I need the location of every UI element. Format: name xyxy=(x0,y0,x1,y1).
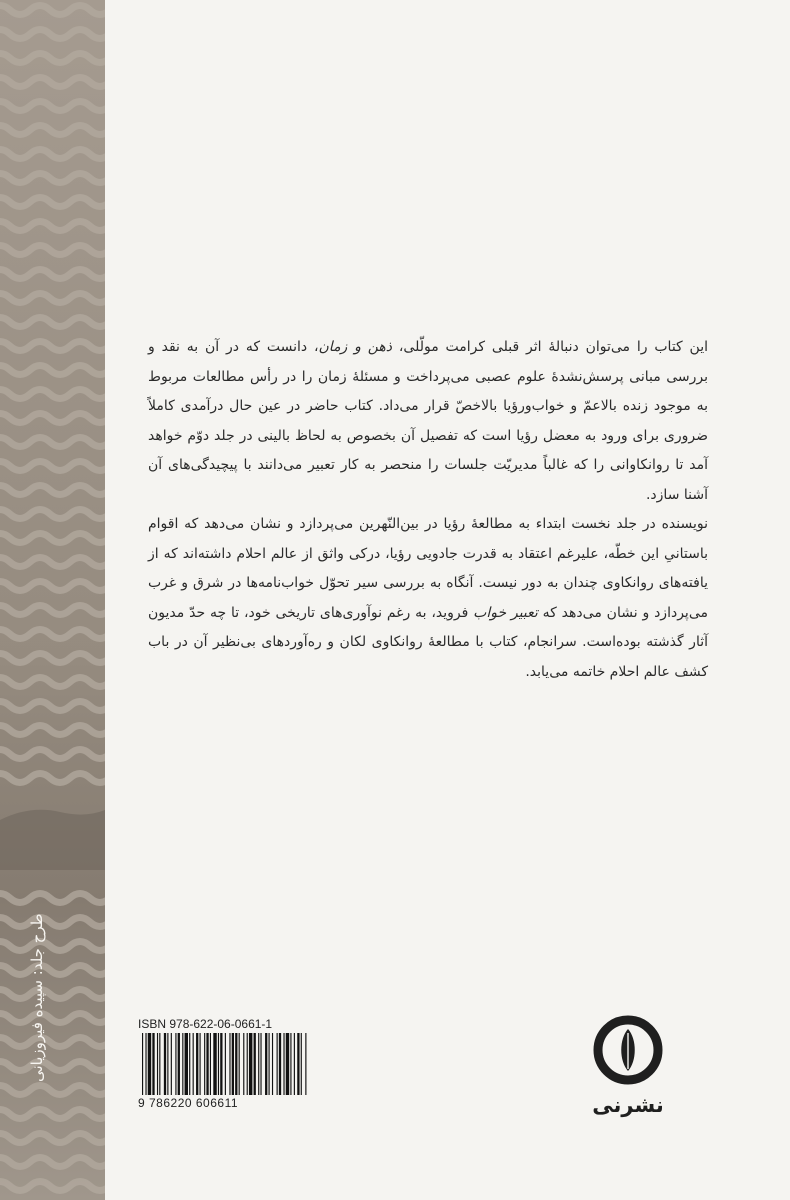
blurb-book-title: تعبیر خواب xyxy=(473,604,538,621)
blurb-book-title: ذهن و زمان xyxy=(318,339,393,355)
publisher-logo xyxy=(588,1015,668,1115)
blurb-text: ، دانست که در آن به نقد و بررسی مبانی پرسش‌نشدهٔ علوم عصبی می‌پرداخت و مسئلهٔ زمان را در رأس مطالعات مربوط به موجود زنده بالاعمّ و خواب‌ورؤیا بالاخصّ قرار می‌داد. کتاب حاضر در عین حال درآمدی کاملاً ضروری برای ورود به معضل رؤیا است که تفصیل آن بخصوص به لحاظ بالینی در جلد دوّم خواهد آمد تا روانکاوانی را که غالباً مدیریّت جلسات را منحصر به کار تعبیر می‌دانند با پیچیدگی‌های آن آشنا سازد. xyxy=(148,339,708,503)
isbn-block xyxy=(138,1017,310,1109)
blurb-paragraph-2 xyxy=(148,510,708,687)
spine-panel xyxy=(0,0,105,1200)
book-blurb xyxy=(148,333,708,687)
blurb-text: این کتاب را می‌توان دنبالهٔ اثر قبلی کرامت مولّلی، xyxy=(392,339,708,355)
isbn-number: ISBN 978-622-06-0661-1 xyxy=(138,1017,273,1031)
blurb-text: فروید، به رغم نوآوری‌های تاریخی خود، تا چه حدّ مدیون آثار گذشته بوده‌است. سرانجام، کتاب با مطالعهٔ روانکاوی لکان و ره‌آوردهای بی‌نظیر آن در باب کشف عالم احلام خاتمه می‌یابد. xyxy=(148,604,708,680)
blurb-text: نویسنده در جلد نخست ابتداء به مطالعهٔ رؤیا در بین‌النّهرین می‌پردازد و نشان می‌دهد که اقوام باستانیِ این خطّه، علیرغم اعتقاد به قدرت جادویی رؤیا، درکی واثق از عالم احلام داشته‌اند که از یافته‌های روانکاوی چندان به دور نیست. آنگاه به بررسی سیر تحوّل خواب‌نامه‌ها در شرق و غرب می‌پردازد و نشان می‌دهد که xyxy=(148,516,708,621)
barcode-icon xyxy=(138,1033,310,1097)
wave-pattern xyxy=(0,0,105,1200)
reed-leaf-icon xyxy=(593,1015,663,1085)
publisher-name: نشرنی xyxy=(592,1093,664,1117)
blurb-paragraph-1 xyxy=(148,333,708,510)
cover-design-credit: طرح جلد: سپیده‌ فیروزیانی xyxy=(28,913,46,1082)
barcode-digits: 9 786220 606611 xyxy=(138,1096,239,1110)
